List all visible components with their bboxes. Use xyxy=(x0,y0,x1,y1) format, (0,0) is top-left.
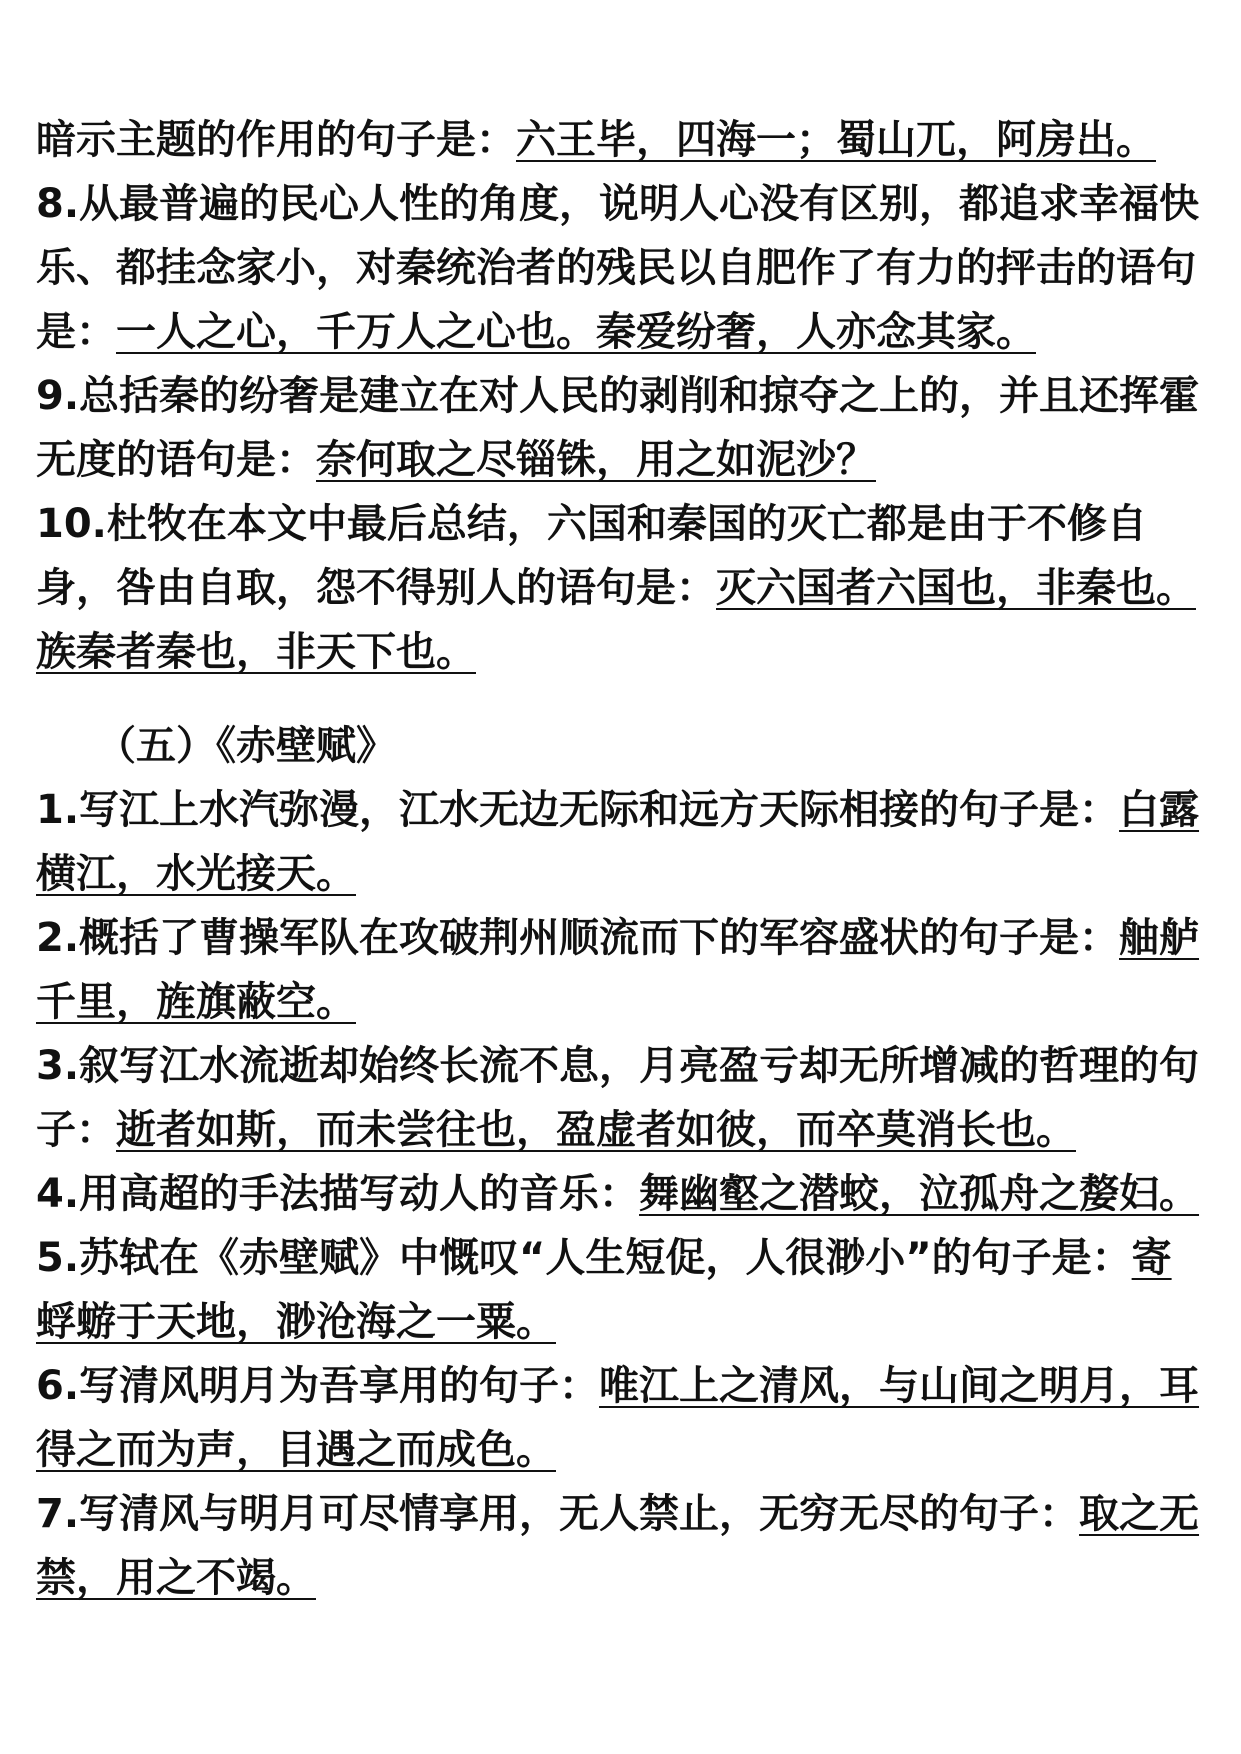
answer-text: 白露横江，水光接天。 xyxy=(36,787,1200,897)
list-item xyxy=(36,108,1206,172)
list-item xyxy=(36,1034,1206,1162)
section-title: （五）《赤壁赋》 xyxy=(96,723,396,769)
answer-text: 舞幽壑之潜蛟，泣孤舟之嫠妇。 xyxy=(639,1171,1200,1217)
question-text: 4.用高超的手法描写动人的音乐： xyxy=(36,1171,640,1217)
question-text: 6.写清风明月为吾享用的句子： xyxy=(36,1363,600,1409)
list-item xyxy=(36,1482,1206,1610)
list-item xyxy=(36,1226,1206,1354)
list-item xyxy=(36,492,1206,684)
answer-text: 逝者如斯，而未尝往也，盈虚者如彼，而卒莫消长也。 xyxy=(116,1107,1076,1153)
question-text: 2.概括了曹操军队在攻破荆州顺流而下的军容盛状的句子是： xyxy=(36,915,1120,961)
answer-text: 奈何取之尽锱铢，用之如泥沙？ xyxy=(316,437,876,483)
list-item xyxy=(36,364,1206,492)
list-item xyxy=(36,1162,1206,1226)
document-page xyxy=(36,108,1206,1610)
answer-text: 舳舻千里，旌旗蔽空。 xyxy=(36,915,1200,1025)
question-text: 5.苏轼在《赤壁赋》中慨叹“人生短促，人很渺小”的句子是： xyxy=(36,1235,1132,1281)
question-text: 9.总括秦的纷奢是建立在对人民的剥削和掠夺之上的，并且还挥霍无度的语句是： xyxy=(36,373,1200,483)
list-item xyxy=(36,906,1206,1034)
question-text: 7.写清风与明月可尽情享用，无人禁止，无穷无尽的句子： xyxy=(36,1491,1080,1537)
answer-text: 六王毕，四海一；蜀山兀，阿房出。 xyxy=(516,117,1156,163)
answer-text: 灭六国者六国也，非秦也。族秦者秦也，非天下也。 xyxy=(36,565,1196,675)
answer-text: 取之无禁，用之不竭。 xyxy=(36,1491,1200,1601)
list-item xyxy=(36,778,1206,906)
list-item xyxy=(36,1354,1206,1482)
answer-text: 一人之心，千万人之心也。秦爱纷奢，人亦念其家。 xyxy=(116,309,1036,355)
question-text: 8.从最普遍的民心人性的角度，说明人心没有区别，都追求幸福快乐、都挂念家小，对秦统治者的残民以自肥作了有力的抨击的语句是： xyxy=(36,181,1200,355)
answer-text: 寄蜉蝣于天地，渺沧海之一粟。 xyxy=(36,1235,1172,1345)
answer-text: 唯江上之清风，与山间之明月，耳得之而为声，目遇之而成色。 xyxy=(36,1363,1200,1473)
question-text: 3.叙写江水流逝却始终长流不息，月亮盈亏却无所增减的哲理的句子： xyxy=(36,1043,1200,1153)
question-text: 暗示主题的作用的句子是： xyxy=(36,117,516,163)
list-item xyxy=(36,172,1206,364)
question-text: 10.杜牧在本文中最后总结，六国和秦国的灭亡都是由于不修自身，咎由自取，怨不得别人的语句是： xyxy=(36,501,1147,611)
question-text: 1.写江上水汽弥漫，江水无边无际和远方天际相接的句子是： xyxy=(36,787,1120,833)
